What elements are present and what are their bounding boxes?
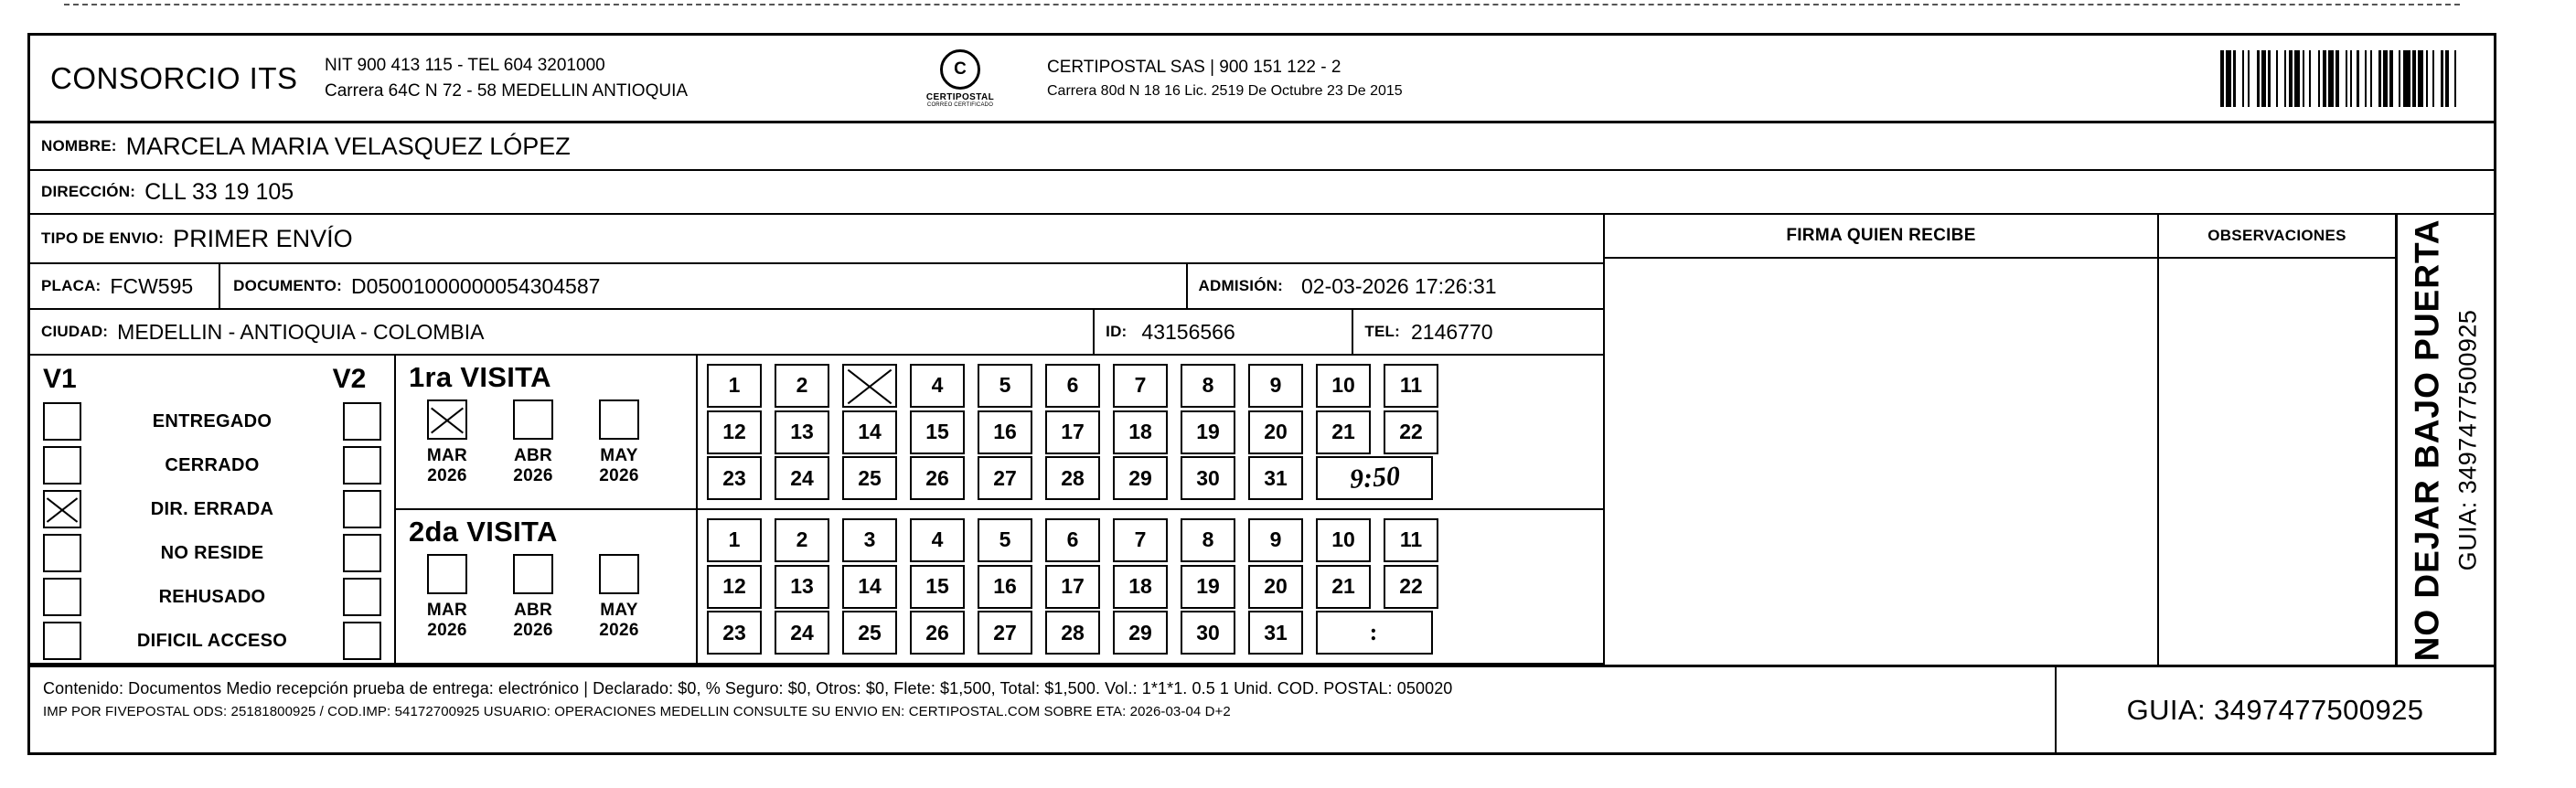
day-checkbox[interactable]: 31 xyxy=(1248,611,1303,655)
tipo-envio-value: PRIMER ENVÍO xyxy=(173,224,353,252)
v2-checkbox[interactable] xyxy=(343,402,381,441)
status-label: REHUSADO xyxy=(158,586,266,607)
visit-2-day-grid xyxy=(698,510,1603,663)
visit-month-column xyxy=(396,356,698,663)
day-checkbox[interactable]: 31 xyxy=(1248,456,1303,500)
day-checkbox[interactable]: 4 xyxy=(910,364,965,408)
barcode-icon xyxy=(2220,50,2459,107)
day-checkbox[interactable]: 29 xyxy=(1113,456,1168,500)
month-name: ABR xyxy=(513,601,553,620)
visit-time-field[interactable] xyxy=(1316,456,1433,500)
month-cell xyxy=(498,554,568,641)
visit-day-column xyxy=(698,356,1603,663)
row-nombre xyxy=(30,123,2494,171)
month-cell xyxy=(584,399,654,486)
receipt-panel xyxy=(1603,215,2395,665)
day-checkbox[interactable]: 22 xyxy=(1384,565,1438,609)
footer-text-block xyxy=(30,667,2055,752)
day-row xyxy=(707,364,1594,408)
status-row xyxy=(30,575,394,619)
day-checkbox[interactable] xyxy=(842,364,897,408)
day-row xyxy=(707,456,1594,500)
logo-subtitle: CORREO CERTIFICADO xyxy=(926,101,994,108)
company-address-line: Carrera 64C N 72 - 58 MEDELLIN ANTIOQUIA xyxy=(325,80,689,101)
day-checkbox[interactable]: 6 xyxy=(1045,364,1100,408)
month-name: ABR xyxy=(513,446,553,465)
tipo-envio-label: TIPO DE ENVIO: xyxy=(41,229,165,247)
status-row xyxy=(30,487,394,531)
month-year: 2026 xyxy=(427,621,467,640)
month-year: 2026 xyxy=(599,466,639,485)
status-row xyxy=(30,619,394,663)
day-row xyxy=(707,565,1594,609)
day-checkbox[interactable]: 17 xyxy=(1045,565,1100,609)
day-checkbox[interactable]: 3 xyxy=(842,518,897,562)
v2-checkbox[interactable] xyxy=(343,446,381,485)
day-row xyxy=(707,410,1594,454)
day-checkbox[interactable]: 22 xyxy=(1384,410,1438,454)
vertical-notice-text xyxy=(2408,218,2484,661)
month-checkbox[interactable] xyxy=(513,554,553,594)
footer-guia-number: GUIA: 3497477500925 xyxy=(2055,667,2494,752)
month-checkbox[interactable] xyxy=(599,399,639,440)
visit-1-months xyxy=(412,399,696,486)
logo-mark: C xyxy=(940,49,980,90)
day-checkbox[interactable]: 23 xyxy=(707,456,762,500)
label-left-column xyxy=(30,215,1603,665)
label-header xyxy=(30,36,2494,123)
day-checkbox[interactable]: 18 xyxy=(1113,410,1168,454)
admision-label: ADMISIÓN: xyxy=(1186,264,1292,308)
day-checkbox[interactable]: 10 xyxy=(1316,518,1371,562)
carrier-license-line: Carrera 80d N 18 16 Lic. 2519 De Octubre 23 De 2015 xyxy=(1047,82,1403,99)
month-checkbox[interactable] xyxy=(513,399,553,440)
day-checkbox[interactable]: 27 xyxy=(978,456,1032,500)
placa-value: FCW595 xyxy=(101,264,220,308)
day-checkbox[interactable]: 4 xyxy=(910,518,965,562)
day-checkbox[interactable]: 24 xyxy=(775,611,829,655)
day-checkbox[interactable]: 1 xyxy=(707,518,762,562)
day-checkbox[interactable]: 12 xyxy=(707,410,762,454)
day-checkbox[interactable]: 18 xyxy=(1113,565,1168,609)
ciudad-label: CIUDAD: xyxy=(41,323,109,340)
status-label: ENTREGADO xyxy=(152,410,273,431)
carrier-info xyxy=(1047,55,1614,101)
status-checkbox-column xyxy=(30,356,396,663)
month-name: MAR xyxy=(426,601,468,620)
v1-checkbox[interactable] xyxy=(43,622,81,660)
v2-checkbox[interactable] xyxy=(343,622,381,660)
day-row xyxy=(707,611,1594,655)
status-items xyxy=(30,399,394,663)
day-checkbox[interactable]: 2 xyxy=(775,364,829,408)
day-checkbox[interactable]: 7 xyxy=(1113,518,1168,562)
month-year: 2026 xyxy=(513,621,553,640)
status-label: DIFICIL ACCESO xyxy=(136,630,288,651)
company-nit-line: NIT 900 413 115 - TEL 604 3201000 xyxy=(325,55,605,75)
month-checkbox[interactable] xyxy=(427,399,467,440)
delivery-status-section xyxy=(30,356,1603,665)
footer-line-2: IMP POR FIVEPOSTAL ODS: 25181800925 / COD.IMP: 54172700925 USUARIO: OPERACIONES MEDELLIN CONSULTE SU ENVIO EN: CERTIPOSTAL.COM SOBRE ETA: 2026-03-04 D+2 xyxy=(43,704,1231,719)
day-checkbox[interactable]: 16 xyxy=(978,410,1032,454)
signature-header: FIRMA QUIEN RECIBE xyxy=(1605,215,2157,259)
day-checkbox[interactable]: 23 xyxy=(707,611,762,655)
status-label: CERRADO xyxy=(165,454,260,475)
day-checkbox[interactable]: 12 xyxy=(707,565,762,609)
v1-checkbox[interactable] xyxy=(43,402,81,441)
status-row xyxy=(30,399,394,443)
v2-checkbox[interactable] xyxy=(343,490,381,528)
nombre-value: MARCELA MARIA VELASQUEZ LÓPEZ xyxy=(125,132,571,160)
month-cell xyxy=(584,554,654,641)
day-checkbox[interactable]: 17 xyxy=(1045,410,1100,454)
day-checkbox[interactable]: 15 xyxy=(910,410,965,454)
day-checkbox[interactable]: 9 xyxy=(1248,364,1303,408)
row-tipo-envio xyxy=(30,215,1603,264)
day-checkbox[interactable]: 8 xyxy=(1181,518,1235,562)
day-checkbox[interactable]: 19 xyxy=(1181,410,1235,454)
tel-label: TEL: xyxy=(1352,310,1402,354)
day-checkbox[interactable]: 16 xyxy=(978,565,1032,609)
month-name: MAY xyxy=(600,446,638,465)
visit-2-months xyxy=(412,554,696,641)
day-checkbox[interactable]: 28 xyxy=(1045,611,1100,655)
day-checkbox[interactable]: 27 xyxy=(978,611,1032,655)
shipping-label xyxy=(27,33,2496,755)
visit-time-field[interactable] xyxy=(1316,611,1433,655)
row-direccion xyxy=(30,171,2494,215)
label-footer xyxy=(30,665,2494,752)
day-checkbox[interactable]: 11 xyxy=(1384,364,1438,408)
visit-1-day-grid xyxy=(698,356,1603,510)
ciudad-value: MEDELLIN - ANTIOQUIA - COLOMBIA xyxy=(117,319,485,344)
v2-checkbox[interactable] xyxy=(343,578,381,616)
company-name: CONSORCIO ITS xyxy=(50,60,298,95)
v2-header: V2 xyxy=(332,364,367,394)
day-checkbox[interactable]: 7 xyxy=(1113,364,1168,408)
day-checkbox[interactable]: 11 xyxy=(1384,518,1438,562)
v1-checkbox[interactable] xyxy=(43,490,81,528)
tel-value: 2146770 xyxy=(1411,319,1493,344)
status-column-headers xyxy=(30,359,394,399)
v1-checkbox[interactable] xyxy=(43,534,81,572)
signature-area[interactable] xyxy=(1605,259,2157,665)
id-label: ID: xyxy=(1093,310,1132,354)
vertical-notice-strip xyxy=(2395,215,2494,665)
month-checkbox[interactable] xyxy=(427,554,467,594)
visit-time-value: 9:50 xyxy=(1348,461,1401,495)
status-row xyxy=(30,531,394,575)
day-checkbox[interactable]: 25 xyxy=(842,456,897,500)
day-checkbox[interactable]: 30 xyxy=(1181,456,1235,500)
day-checkbox[interactable]: 25 xyxy=(842,611,897,655)
day-checkbox[interactable]: 5 xyxy=(978,518,1032,562)
day-checkbox[interactable]: 20 xyxy=(1248,410,1303,454)
month-cell xyxy=(412,554,482,641)
day-checkbox[interactable]: 1 xyxy=(707,364,762,408)
documento-label: DOCUMENTO: xyxy=(233,277,342,294)
documento-value: D05001000000054304587 xyxy=(350,273,601,298)
month-name: MAY xyxy=(600,601,638,620)
visit-1-month-block xyxy=(396,356,696,510)
visit-2-month-block xyxy=(396,510,696,663)
day-checkbox[interactable]: 6 xyxy=(1045,518,1100,562)
status-label: DIR. ERRADA xyxy=(150,498,274,519)
day-checkbox[interactable]: 21 xyxy=(1316,410,1371,454)
day-checkbox[interactable]: 29 xyxy=(1113,611,1168,655)
v1-checkbox[interactable] xyxy=(43,578,81,616)
day-checkbox[interactable]: 19 xyxy=(1181,565,1235,609)
day-checkbox[interactable]: 21 xyxy=(1316,565,1371,609)
row-placa-documento xyxy=(30,264,1603,310)
month-cell xyxy=(498,399,568,486)
v2-checkbox[interactable] xyxy=(343,534,381,572)
v1-checkbox[interactable] xyxy=(43,446,81,485)
status-row xyxy=(30,443,394,487)
day-checkbox[interactable]: 8 xyxy=(1181,364,1235,408)
day-checkbox[interactable]: 15 xyxy=(910,565,965,609)
no-dejar-bajo-puerta-text: NO DEJAR BAJO PUERTA xyxy=(2408,218,2446,661)
month-checkbox[interactable] xyxy=(599,554,639,594)
v1-header: V1 xyxy=(43,364,77,394)
observations-header: OBSERVACIONES xyxy=(2159,215,2395,259)
visit-2-title: 2da VISITA xyxy=(409,516,558,548)
nombre-label: NOMBRE: xyxy=(41,137,117,154)
certipostal-logo-icon xyxy=(873,49,1047,108)
visit-1-title: 1ra VISITA xyxy=(409,361,551,393)
day-checkbox[interactable]: 26 xyxy=(910,611,965,655)
day-row xyxy=(707,518,1594,562)
status-label: NO RESIDE xyxy=(160,542,264,563)
month-year: 2026 xyxy=(427,466,467,485)
admision-value: 02-03-2026 17:26:31 xyxy=(1301,273,1497,298)
signature-column xyxy=(1605,215,2157,665)
direccion-value: CLL 33 19 105 xyxy=(144,178,294,205)
day-checkbox[interactable]: 26 xyxy=(910,456,965,500)
observations-area[interactable] xyxy=(2159,259,2395,665)
day-checkbox[interactable]: 20 xyxy=(1248,565,1303,609)
company-contact xyxy=(315,53,873,103)
footer-line-1: Contenido: Documentos Medio recepción prueba de entrega: electrónico | Declarado: $0, % Seguro: $0, Otros: $0, Flete: $1,500, Total: $1,500. Vol.: 1*1*1. 0.5 1 Unid. COD. POSTAL: 050020 xyxy=(43,679,1453,697)
month-year: 2026 xyxy=(599,621,639,640)
day-checkbox[interactable]: 28 xyxy=(1045,456,1100,500)
visit-time-value: : xyxy=(1369,619,1380,646)
barcode-area xyxy=(1614,36,2486,121)
row-ciudad xyxy=(30,310,1603,356)
month-year: 2026 xyxy=(513,466,553,485)
day-checkbox[interactable]: 9 xyxy=(1248,518,1303,562)
month-name: MAR xyxy=(426,446,468,465)
day-checkbox[interactable]: 13 xyxy=(775,410,829,454)
day-checkbox[interactable]: 14 xyxy=(842,565,897,609)
day-checkbox[interactable]: 14 xyxy=(842,410,897,454)
observations-column xyxy=(2157,215,2395,665)
label-body xyxy=(30,215,2494,665)
direccion-label: DIRECCIÓN: xyxy=(41,183,136,200)
receipt-row xyxy=(1605,215,2395,665)
perforation-edge xyxy=(64,4,2460,15)
day-checkbox[interactable]: 24 xyxy=(775,456,829,500)
day-checkbox[interactable]: 2 xyxy=(775,518,829,562)
vertical-guia-number: GUIA: 3497477500925 xyxy=(2453,309,2482,570)
day-checkbox[interactable]: 30 xyxy=(1181,611,1235,655)
day-checkbox[interactable]: 5 xyxy=(978,364,1032,408)
carrier-name-line: CERTIPOSTAL SAS | 900 151 122 - 2 xyxy=(1047,58,1341,78)
id-value: 43156566 xyxy=(1141,319,1235,344)
logo-name: CERTIPOSTAL xyxy=(925,91,995,102)
day-checkbox[interactable]: 13 xyxy=(775,565,829,609)
month-cell xyxy=(412,399,482,486)
day-checkbox[interactable]: 10 xyxy=(1316,364,1371,408)
placa-label: PLACA: xyxy=(41,277,102,294)
